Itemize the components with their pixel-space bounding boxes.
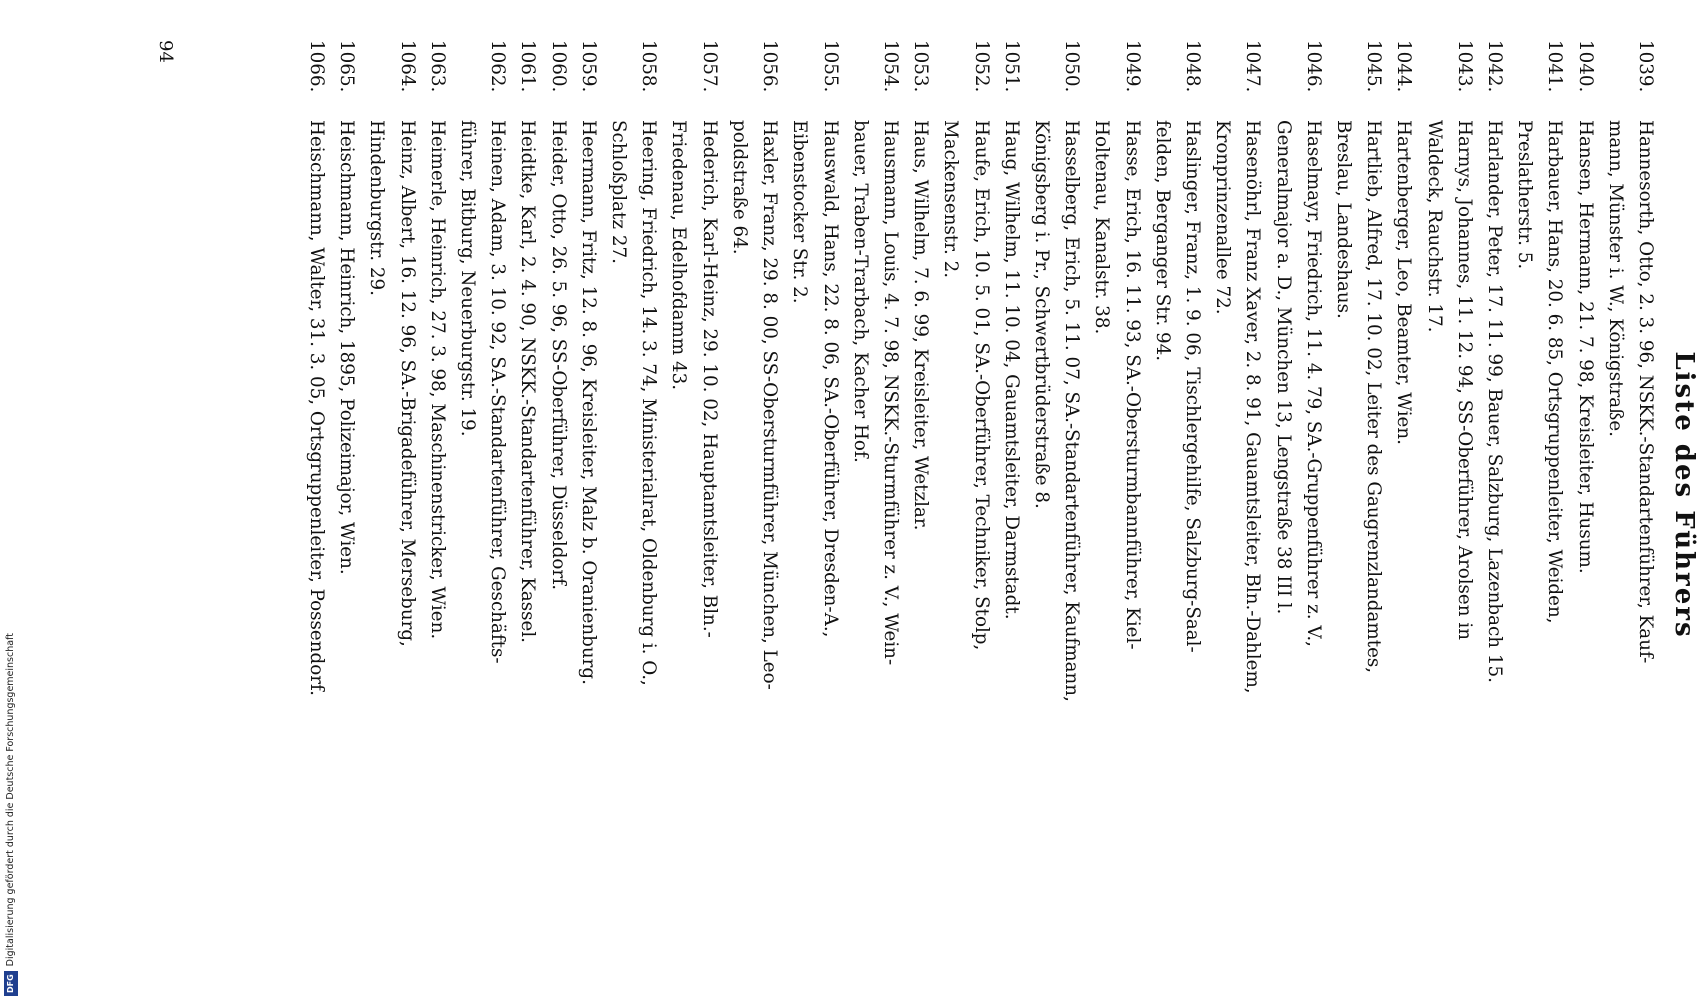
entry-list	[301, 40, 1660, 950]
entry-text: mann, Münster i. W., Königstraße.	[1604, 120, 1626, 437]
entry-line	[1298, 40, 1328, 950]
entry-number: 1060.	[547, 40, 569, 93]
entry-line	[1539, 40, 1569, 950]
entry-line	[331, 40, 361, 950]
entry-number: 1056.	[759, 40, 781, 93]
entry-text: bauer, Traben-Trarbach, Kacher Hof.	[849, 120, 871, 463]
entry-text: führer, Bitburg, Neuerburgstr. 19.	[457, 120, 479, 437]
entry-text: Hasse, Erich, 16. 11. 93, SA.-Obersturmbannführer, Kiel-	[1121, 120, 1143, 650]
entry-number: 1057.	[698, 40, 720, 93]
entry-line	[1237, 40, 1267, 950]
entry-line	[1509, 40, 1539, 950]
entry-line	[814, 40, 844, 950]
entry-number	[1328, 40, 1358, 120]
entry-number: 1040.	[1574, 40, 1596, 93]
entry-number: 1066.	[306, 40, 328, 93]
entry-line	[542, 40, 572, 950]
entry-number	[1086, 40, 1116, 120]
entry-line	[1600, 40, 1630, 950]
entry-number: 1059.	[577, 40, 599, 93]
entry-text: Schloßplatz 27.	[608, 120, 630, 264]
entry-number: 1045.	[1363, 40, 1385, 93]
entry-number	[935, 40, 965, 120]
entry-text: Haslinger, Franz, 1. 9. 06, Tischlergehilfe, Salzburg-Saal-	[1181, 120, 1203, 653]
entry-number: 1065.	[336, 40, 358, 93]
entry-text: Eibenstocker Str. 2.	[789, 120, 811, 304]
entry-line	[633, 40, 663, 950]
entry-number: 1039.	[1635, 40, 1656, 93]
entry-number: 1046.	[1302, 40, 1324, 93]
entry-number: 1055.	[819, 40, 841, 93]
dfg-logo: DFG	[4, 971, 18, 996]
entry-number: 1041.	[1544, 40, 1566, 93]
entry-number: 1049.	[1121, 40, 1143, 93]
entry-number	[603, 40, 633, 120]
entry-number	[1509, 40, 1539, 120]
entry-line	[935, 40, 965, 950]
entry-text: Hasenöhrl, Franz Xaver, 2. 8. 91, Gauamtsleiter, Bln.-Dahlem,	[1242, 120, 1264, 694]
entry-text: Hartenberger, Leo, Beamter, Wien.	[1393, 120, 1415, 445]
entry-line	[301, 40, 331, 950]
entry-number: 1044.	[1393, 40, 1415, 93]
entry-text: Harnys, Johannes, 11. 12. 94, SS-Oberführer, Arolsen in	[1453, 120, 1475, 640]
entry-line	[1026, 40, 1056, 950]
entry-text: Hannesorth, Otto, 2. 3. 96, NSKK.-Standartenführer, Kauf-	[1635, 120, 1656, 664]
entry-text: Heischmann, Walter, 31. 3. 05, Ortsgruppenleiter, Possendorf.	[306, 120, 328, 696]
entry-text: Generalmajor a. D., München 13, Lengstraße 38 III l.	[1272, 120, 1294, 615]
entry-line	[452, 40, 482, 950]
entry-line	[1358, 40, 1388, 950]
entry-number	[452, 40, 482, 120]
entry-text: Heidtke, Karl, 2. 4. 90, NSKK.-Standartenführer, Kassel.	[517, 120, 539, 643]
entry-text: Heering, Friedrich, 14. 3. 74, Ministerialrat, Oldenburg i. O.,	[638, 120, 660, 686]
entry-text: felden, Berganger Str. 94.	[1151, 120, 1173, 362]
entry-number	[1207, 40, 1237, 120]
entry-line	[1177, 40, 1207, 950]
entry-line	[845, 40, 875, 950]
entry-text: Harbauer, Hans, 20. 6. 85, Ortsgruppenleiter, Weiden,	[1544, 120, 1566, 624]
entry-line	[1388, 40, 1418, 950]
entry-text: Friedenau, Edelhofdamm 43.	[668, 120, 690, 391]
entry-line	[482, 40, 512, 950]
entry-text: Hederich, Karl-Heinz, 29. 10. 02, Hauptamtsleiter, Bln.-	[698, 120, 720, 638]
entry-text: Waldeck, Rauchstr. 17.	[1423, 120, 1445, 333]
entry-text: Harlander, Peter, 17. 11. 99, Bauer, Salzburg, Lazenbach 15.	[1483, 120, 1505, 683]
entry-text: Haufe, Erich, 10. 5. 01, SA.-Oberführer, Techniker, Stolp,	[970, 120, 992, 651]
entry-text: Hausmann, Louis, 4. 7. 98, NSKK.-Sturmführer z. V., Wein-	[879, 120, 901, 666]
entry-text: Heider, Otto, 26. 5. 96, SS-Oberführer, Düsseldorf.	[547, 120, 569, 591]
entry-number	[1267, 40, 1297, 120]
entry-text: Preslatherstr. 5.	[1514, 120, 1536, 270]
entry-text: Heinen, Adam, 3. 10. 92, SA.-Standartenführer, Geschäfts-	[487, 120, 509, 664]
entry-text: Haselmayr, Friedrich, 11. 4. 79, SA.-Gruppenführer z. V.,	[1302, 120, 1324, 647]
entry-line	[1630, 40, 1660, 950]
entry-line	[694, 40, 724, 950]
entry-number: 1062.	[487, 40, 509, 93]
entry-number: 1063.	[426, 40, 448, 93]
entry-line	[1449, 40, 1479, 950]
entry-text: Mackensenstr. 2.	[940, 120, 962, 279]
entry-line	[996, 40, 1026, 950]
entry-text: Hasselberg, Erich, 5. 11. 07, SA.-Standartenführer, Kaufmann,	[1061, 120, 1083, 702]
entry-line	[1267, 40, 1297, 950]
entry-number	[845, 40, 875, 120]
entry-number	[1147, 40, 1177, 120]
entry-number: 1050.	[1061, 40, 1083, 93]
entry-number	[724, 40, 754, 120]
entry-line	[422, 40, 452, 950]
entry-line	[603, 40, 633, 950]
entry-line	[1328, 40, 1358, 950]
entry-text: Kronprinzenallee 72.	[1212, 120, 1234, 315]
entry-number: 1042.	[1483, 40, 1505, 93]
entry-line	[754, 40, 784, 950]
entry-text: Heimerle, Heinrich, 27. 3. 98, Maschinenstricker, Wien.	[426, 120, 448, 640]
entry-text: Hauswald, Hans, 22. 8. 06, SA.-Oberführer, Dresden-A.,	[819, 120, 841, 638]
entry-line	[1479, 40, 1509, 950]
rotated-text-block	[140, 40, 1700, 950]
entry-number	[1600, 40, 1630, 120]
entry-text: Hartlieb, Alfred, 17. 10. 02, Leiter des Gaugrenzlandamtes,	[1363, 120, 1385, 674]
entry-text: Heinz, Albert, 16. 12. 96, SA.-Brigadeführer, Merseburg,	[396, 120, 418, 647]
entry-text: poldstraße 64.	[728, 120, 750, 255]
entry-line	[512, 40, 542, 950]
entry-line	[663, 40, 693, 950]
entry-number	[1026, 40, 1056, 120]
entry-line	[965, 40, 995, 950]
entry-number	[1418, 40, 1448, 120]
entry-line	[573, 40, 603, 950]
entry-text: Haxler, Franz, 29. 8. 00, SS-Obersturmführer, München, Leo-	[759, 120, 781, 690]
entry-number: 1064.	[396, 40, 418, 93]
entry-text: Hansen, Hermann, 21. 7. 98, Kreisleiter, Husum.	[1574, 120, 1596, 574]
entry-text: Heermann, Fritz, 12. 8. 96, Kreisleiter, Malz b. Oranienburg.	[577, 120, 599, 685]
entry-line	[1116, 40, 1146, 950]
entry-text: Holtenau, Kanalstr. 38.	[1091, 120, 1113, 335]
entry-number: 1043.	[1453, 40, 1475, 93]
entry-line	[724, 40, 754, 950]
entry-text: Haus, Wilhelm, 7. 6. 99, Kreisleiter, Wetzlar.	[910, 120, 932, 531]
entry-number: 1048.	[1181, 40, 1203, 93]
entry-line	[1086, 40, 1116, 950]
entry-line	[905, 40, 935, 950]
page-heading: Liste des Führers	[1669, 351, 1699, 639]
entry-number	[663, 40, 693, 120]
entry-line	[1418, 40, 1448, 950]
entry-text: Breslau, Landeshaus.	[1332, 120, 1354, 319]
entry-text: Königsberg i. Pr., Schwertbrüderstraße 8.	[1030, 120, 1052, 509]
digitization-footer	[4, 0, 18, 1000]
entry-line	[1569, 40, 1599, 950]
entry-number: 1053.	[910, 40, 932, 93]
entry-number: 1058.	[638, 40, 660, 93]
entry-number: 1061.	[517, 40, 539, 93]
entry-number: 1054.	[879, 40, 901, 93]
entry-line	[361, 40, 391, 950]
entry-number	[784, 40, 814, 120]
entry-number	[361, 40, 391, 120]
entry-text: Haug, Wilhelm, 11. 10. 04, Gauamtsleiter, Darmstadt.	[1000, 120, 1022, 620]
entry-number: 1047.	[1242, 40, 1264, 93]
entry-number: 1052.	[970, 40, 992, 93]
entry-line	[391, 40, 421, 950]
footer-text: Digitalisierung gefördert durch die Deutsche Forschungsgemeinschaft	[5, 633, 16, 967]
entry-line	[1056, 40, 1086, 950]
entry-line	[784, 40, 814, 950]
entry-line	[1207, 40, 1237, 950]
entry-line	[1147, 40, 1177, 950]
entry-text: Heischmann, Heinrich, 1895, Polizeimajor, Wien.	[336, 120, 358, 575]
entry-number: 1051.	[1000, 40, 1022, 93]
entry-text: Hindenburgstr. 29.	[366, 120, 388, 296]
page-number: 94	[155, 40, 176, 63]
entry-line	[875, 40, 905, 950]
